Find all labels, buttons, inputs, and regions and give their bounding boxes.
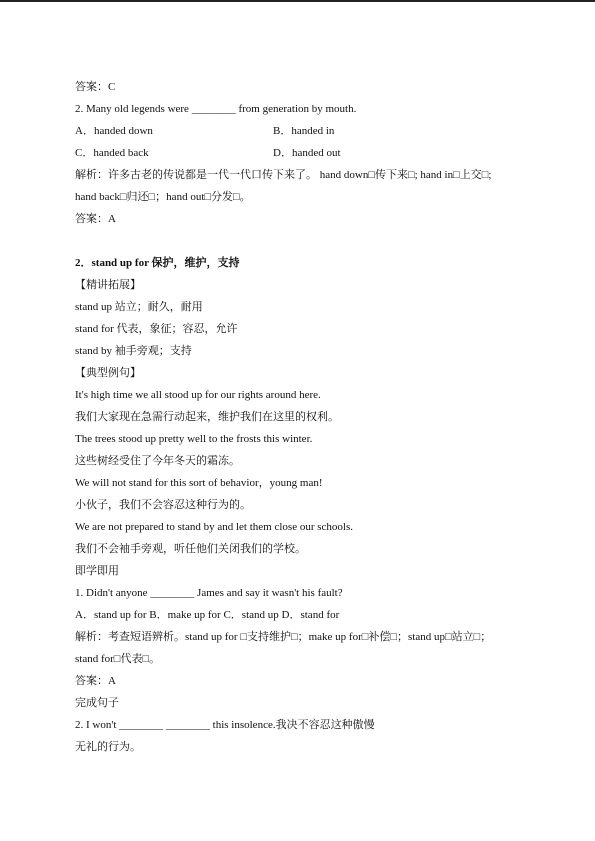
practice-explanation-line-1: 解析：考查短语辨析。stand up for □支持维护□；make up for□补偿□；stand up□站立□； — [75, 631, 492, 643]
option-d: D．handed out — [273, 147, 341, 159]
expand-header: 【精讲拓展】 — [75, 279, 141, 291]
example-sentence: It's high time we all stood up for our rights around here. — [75, 389, 321, 401]
answer-line: 答案：A — [75, 213, 116, 225]
page-top-border — [0, 0, 595, 2]
practice-explanation-line-2: stand for□代表□。 — [75, 653, 161, 665]
practice-header: 即学即用 — [75, 565, 119, 577]
practice-question-1-options: A．stand up for B．make up for C．stand up D．stand for — [75, 609, 340, 621]
example-translation: 我们大家现在急需行动起来，维护我们在这里的权利。 — [75, 411, 339, 423]
example-sentence: The trees stood up pretty well to the frosts this winter. — [75, 433, 313, 445]
example-translation: 小伙子，我们不会容忍这种行为的。 — [75, 499, 251, 511]
phrase-item: stand up 站立；耐久，耐用 — [75, 301, 203, 313]
phrase-item: stand for 代表，象征；容忍，允许 — [75, 323, 238, 335]
explanation-line-2: hand back□归还□；hand out□分发□。 — [75, 191, 251, 203]
section-title: 2．stand up for 保护，维护，支持 — [75, 257, 240, 269]
example-sentence: We are not prepared to stand by and let them close our schools. — [75, 521, 354, 533]
practice-question-2-continuation: 无礼的行为。 — [75, 741, 141, 753]
document-body — [75, 76, 555, 758]
question-2: 2. Many old legends were ________ from generation by mouth. — [75, 103, 357, 115]
practice-question-1: 1. Didn't anyone ________ James and say it wasn't his fault? — [75, 587, 343, 599]
examples-header: 【典型例句】 — [75, 367, 141, 379]
example-translation: 我们不会袖手旁观，听任他们关闭我们的学校。 — [75, 543, 306, 555]
example-sentence: We will not stand for this sort of behavior，young man! — [75, 477, 323, 489]
answer-line: 答案：C — [75, 81, 116, 93]
answer-line: 答案：A — [75, 675, 116, 687]
example-translation: 这些树经受住了今年冬天的霜冻。 — [75, 455, 240, 467]
option-b: B．handed in — [273, 125, 335, 137]
option-c: C．handed back — [75, 147, 149, 159]
explanation-line-1: 解析：许多古老的传说都是一代一代口传下来了。 hand down□传下来□; hand in□上交□; — [75, 169, 492, 181]
option-a: A．handed down — [75, 125, 153, 137]
complete-header: 完成句子 — [75, 697, 119, 709]
phrase-item: stand by 袖手旁观；支持 — [75, 345, 192, 357]
question-2-options-row1 — [75, 120, 555, 142]
practice-question-2: 2. I won't ________ ________ this insolence.我决不容忍这种傲慢 — [75, 719, 375, 731]
spacer — [75, 230, 555, 252]
question-2-options-row2 — [75, 142, 555, 164]
